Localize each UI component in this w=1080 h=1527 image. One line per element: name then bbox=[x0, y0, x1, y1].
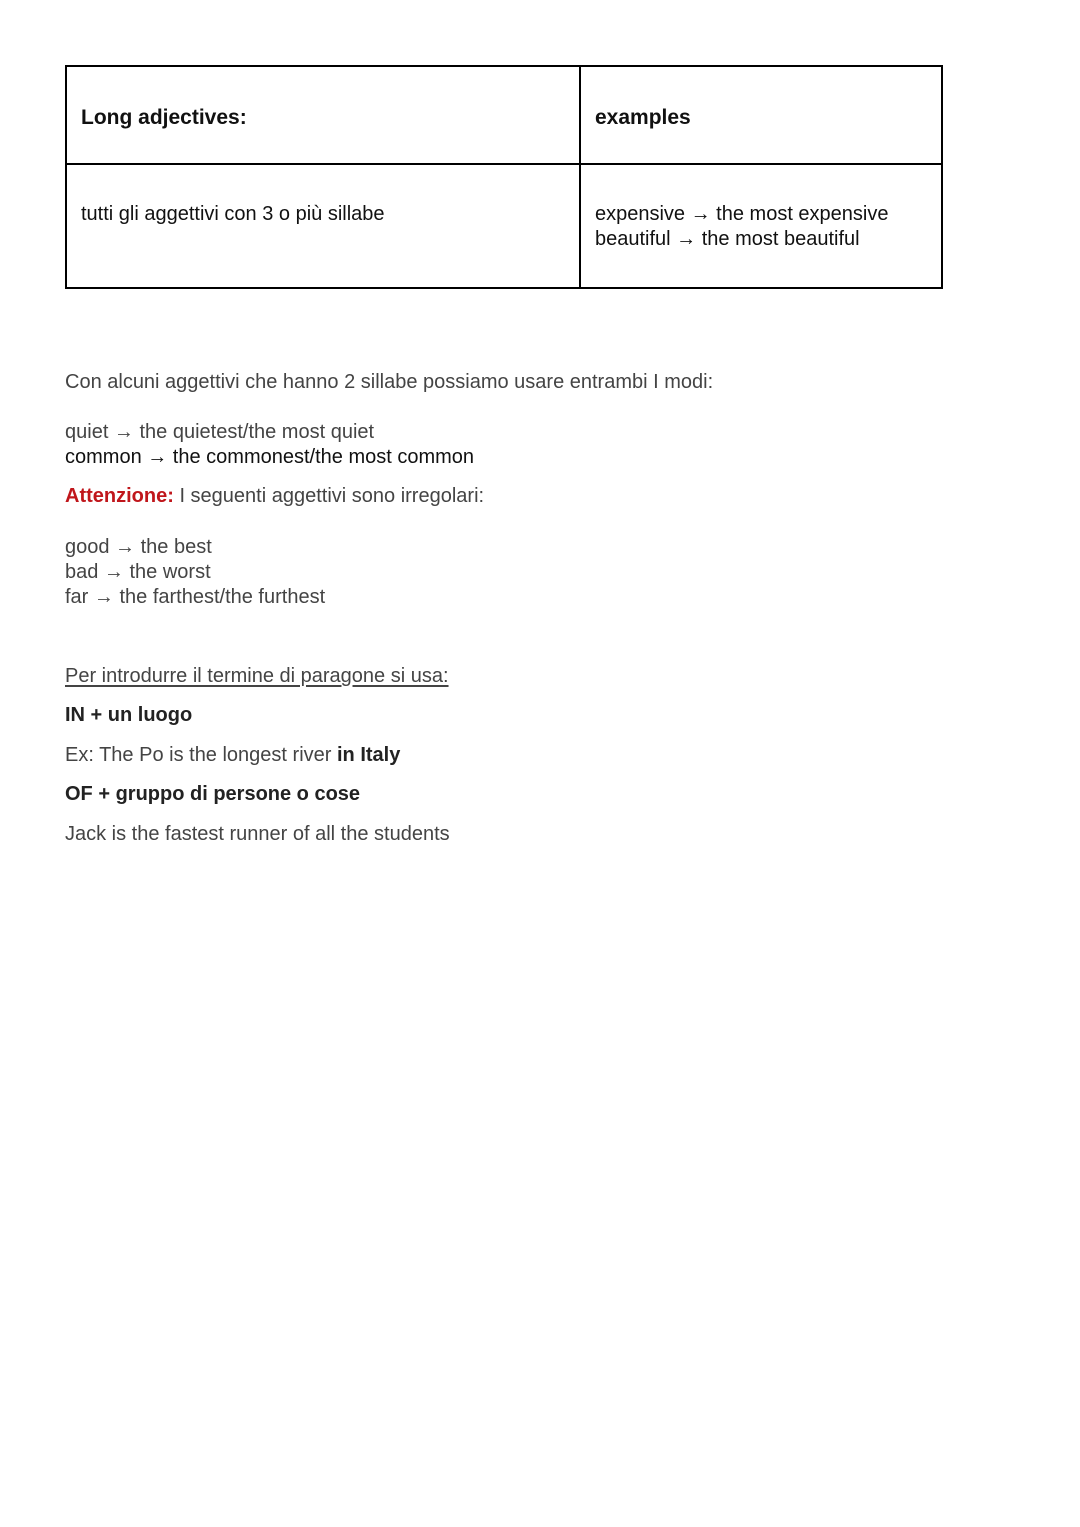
two-syllable-intro: Con alcuni aggettivi che hanno 2 sillabe possiamo usare entrambi I modi: bbox=[65, 371, 714, 393]
in-example-text: Ex: The Po is the longest river bbox=[65, 744, 337, 766]
header-examples: examples bbox=[580, 66, 942, 164]
comparison-heading: Per introdurre il termine di paragone si usa: bbox=[65, 665, 449, 687]
example-far: far → the farthest/the furthest bbox=[65, 586, 326, 608]
attention-label: Attenzione: bbox=[65, 485, 174, 507]
in-example bbox=[65, 743, 400, 768]
example-common: common → the commonest/the most common bbox=[65, 446, 475, 468]
long-adjectives-table bbox=[65, 65, 943, 289]
of-example: Jack is the fastest runner of all the students bbox=[65, 823, 450, 845]
table-header-row bbox=[66, 66, 942, 164]
example-expensive: expensive → the most expensive bbox=[595, 203, 889, 225]
in-example-bold: in Italy bbox=[336, 744, 401, 766]
example-quiet: quiet → the quietest/the most quiet bbox=[65, 421, 375, 443]
rule-cell: tutti gli aggettivi con 3 o più sillabe bbox=[66, 164, 580, 288]
header-long-adjectives: Long adjectives: bbox=[66, 66, 580, 164]
table-row bbox=[66, 164, 942, 288]
example-beautiful: beautiful → the most beautiful bbox=[595, 228, 860, 250]
example-good: good → the best bbox=[65, 536, 212, 558]
of-rule: OF + gruppo di persone o cose bbox=[65, 783, 361, 805]
irregular-text: I seguenti aggettivi sono irregolari: bbox=[173, 485, 485, 507]
in-rule: IN + un luogo bbox=[65, 704, 193, 726]
example-bad: bad → the worst bbox=[65, 561, 211, 583]
irregular-note bbox=[65, 484, 484, 509]
examples-cell bbox=[580, 164, 942, 288]
